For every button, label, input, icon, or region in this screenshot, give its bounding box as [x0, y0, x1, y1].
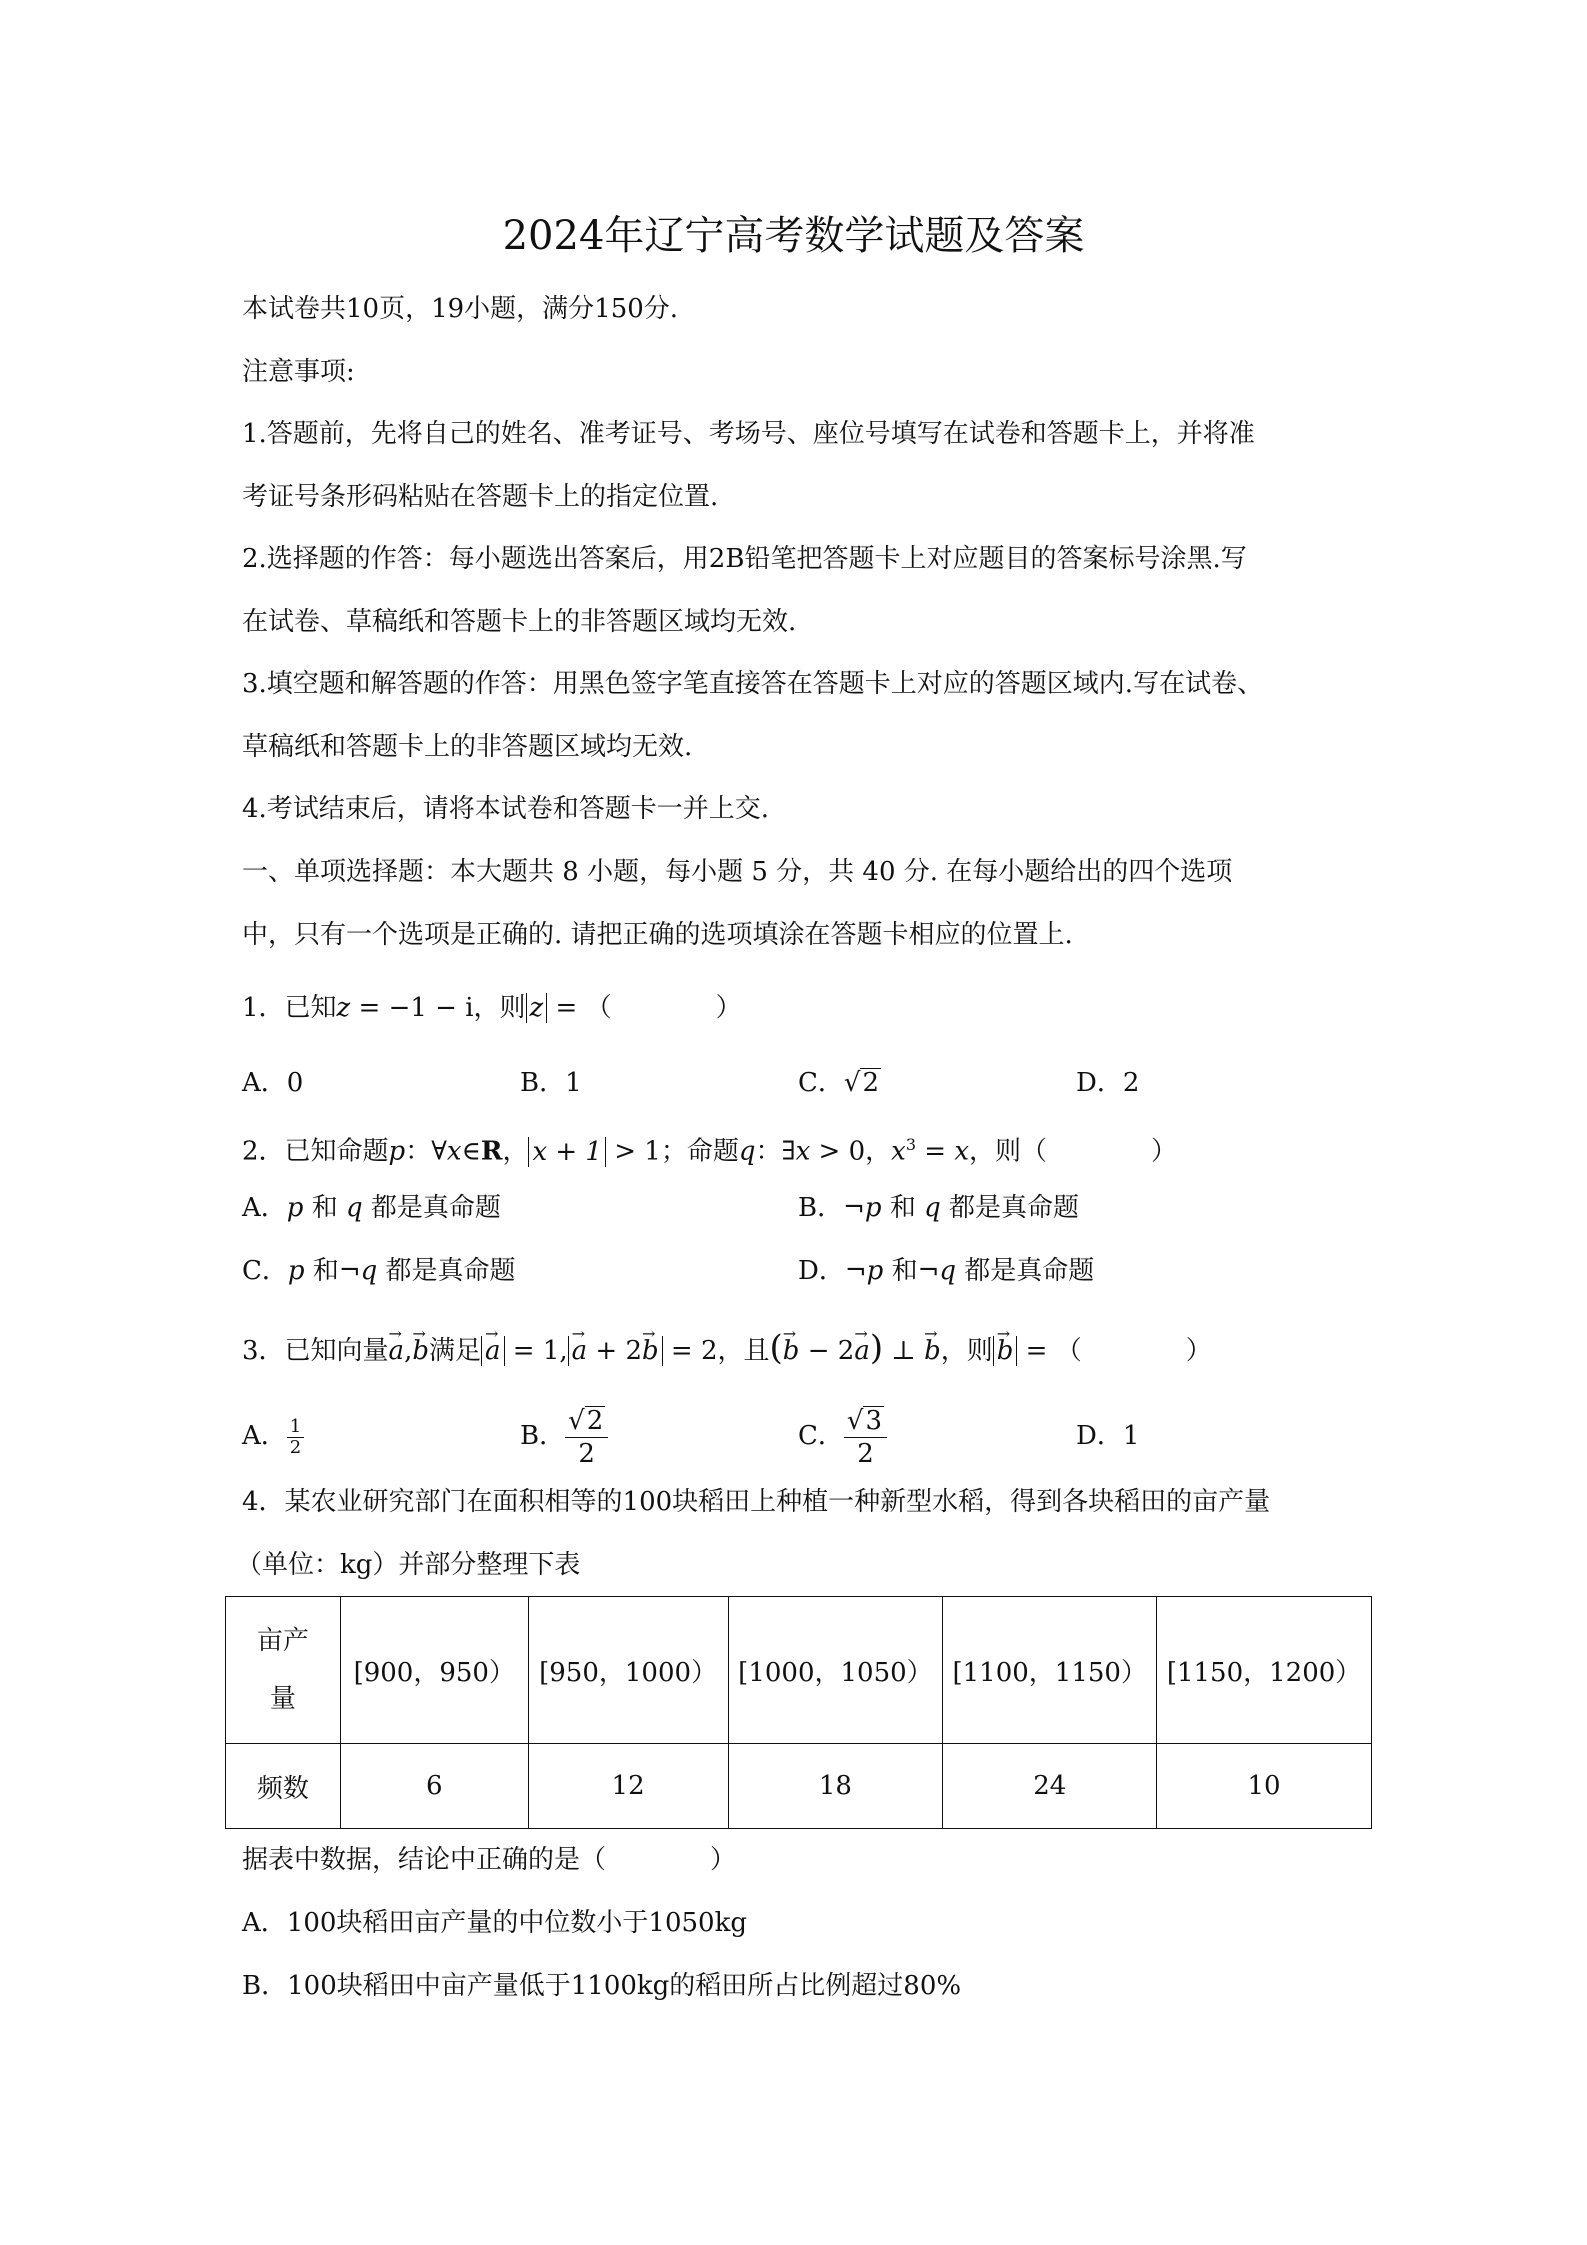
notes-heading: 注意事项: [242, 357, 355, 387]
denominator: 2 [857, 1438, 874, 1469]
option-label: D．¬ [798, 1256, 867, 1286]
sqrt-value: 2 [862, 1068, 880, 1098]
sqrt-value: 2 [586, 1405, 604, 1436]
header-label: 量 [269, 1684, 296, 1714]
q1-equation: = −1 − i [350, 993, 474, 1023]
note-line: 在试卷、草稿纸和答题卡上的非答题区域均无效. [242, 607, 797, 637]
range-cell: [1150，1200） [1157, 1597, 1372, 1744]
q4-option-a: A．100块稻田亩产量的中位数小于1050kg [242, 1908, 747, 1938]
var-z: z [336, 993, 351, 1023]
note-line: 3.填空题和解答题的作答：用黑色签字笔直接答在答题卡上对应的答题区域内.写在试卷、 [242, 669, 1264, 699]
option-label: B． [520, 1421, 566, 1451]
var-p: p [287, 1256, 305, 1286]
q1-suffix: = （ ） [547, 993, 742, 1023]
denominator: 2 [578, 1438, 595, 1469]
page-title: 2024年辽宁高考数学试题及答案 [502, 213, 1085, 259]
q3-text: = 2，且 [662, 1336, 770, 1366]
q2-text: ：∀ [405, 1136, 447, 1167]
table-row [226, 1744, 1372, 1829]
abs-z [526, 993, 548, 1023]
freq-cell: 6 [340, 1744, 528, 1829]
option-label: B．¬ [798, 1193, 865, 1223]
question-4-line: （单位：kg）并部分整理下表 [236, 1550, 581, 1580]
abs-vector-b [993, 1336, 1018, 1366]
q3-text: + 2 [587, 1336, 643, 1366]
fraction [565, 1405, 608, 1470]
note-line: 考证号条形码粘贴在答题卡上的指定位置. [242, 482, 719, 512]
option-label: A． [242, 1193, 287, 1223]
var-p: p [286, 1193, 304, 1223]
paren: ) [869, 1328, 884, 1368]
note-line: 草稿纸和答题卡上的非答题区域均无效. [242, 732, 693, 762]
q3-text: 满足 [428, 1336, 481, 1366]
q4-option-b: B．100块稻田中亩产量低于1100kg的稻田所占比例超过80% [242, 1971, 962, 2001]
range-cell: [1100，1150） [943, 1597, 1157, 1744]
option-text: 和¬ [891, 1256, 940, 1286]
option-text: 都是真命题 [370, 1193, 501, 1223]
var-p: p [388, 1136, 406, 1167]
header-label: 亩产 [256, 1626, 309, 1656]
vector-a: → a [389, 1331, 405, 1371]
note-line: 1.答题前，先将自己的姓名、准考证号、考场号、座位号填写在试卷和答题卡上，并将准 [242, 419, 1255, 449]
q1-option-a: A．0 [242, 1068, 304, 1098]
var-x: x [891, 1136, 906, 1167]
var-x: x [446, 1136, 462, 1167]
section-heading: 一、单项选择题：本大题共 8 小题，每小题 5 分，共 40 分. 在每小题给出的四个选项 [242, 857, 1233, 887]
q3-text: = （ ） [1017, 1336, 1212, 1366]
q3-text: − 2 [799, 1336, 855, 1366]
var-x: x [954, 1136, 969, 1167]
q3-option-d: D．1 [1076, 1421, 1140, 1451]
exponent: 3 [905, 1135, 916, 1154]
option-label: C． [242, 1256, 288, 1286]
section-heading: 中，只有一个选项是正确的. 请把正确的选项填涂在答题卡相应的位置上. [242, 920, 1073, 950]
var-q: q [939, 1256, 957, 1286]
option-text: 和 [311, 1193, 338, 1223]
paren: ( [769, 1328, 783, 1368]
q3-text: ，则 [940, 1336, 993, 1366]
var-q: q [360, 1256, 378, 1286]
question-2: 2．已知命题p：∀x∈R， x + 1 > 1；命题q：∃x > 0，$x^3 = x$，则（ ） [242, 1135, 1178, 1167]
var-z: z [529, 993, 544, 1023]
note-line: 2.选择题的作答：每小题选出答案后，用2B铅笔把答题卡上对应题目的答案标号涂黑.写 [242, 544, 1247, 574]
vector-b: → b [997, 1331, 1014, 1371]
abs-vector-a [481, 1336, 505, 1366]
freq-cell: 10 [1157, 1744, 1372, 1829]
in-symbol: ∈ [461, 1136, 481, 1167]
perp-symbol: ⊥ [883, 1336, 925, 1366]
q2-text: ：∃ [755, 1136, 796, 1167]
vector-a: → a [485, 1331, 501, 1371]
option-label: A． [242, 1421, 287, 1451]
option-text: 都是真命题 [385, 1256, 516, 1286]
q2-text: > 0， [810, 1136, 892, 1167]
fraction [844, 1405, 887, 1470]
q2-option-c [242, 1254, 516, 1288]
freq-cell: 12 [528, 1744, 728, 1829]
freq-label-cell: 频数 [226, 1744, 341, 1829]
var-p: p [866, 1256, 884, 1286]
q1-option-b: B．1 [520, 1068, 582, 1098]
var-x: x [795, 1136, 811, 1167]
q1-mid: ，则 [473, 993, 526, 1023]
var-q: q [345, 1193, 363, 1223]
q2-option-b [798, 1191, 1079, 1225]
denominator: 2 [289, 1436, 302, 1458]
numerator: √3 [844, 1405, 887, 1438]
question-1 [242, 991, 742, 1025]
q2-option-d [798, 1254, 1094, 1288]
option-text: 都是真命题 [949, 1193, 1080, 1223]
table-header-cell [226, 1597, 341, 1744]
q2-option-a [242, 1191, 501, 1225]
option-text: 和 [889, 1193, 916, 1223]
set-r: R [480, 1136, 503, 1167]
range-cell: [950，1000） [528, 1597, 728, 1744]
var-q: q [738, 1136, 756, 1167]
q3-text: = 1, [504, 1336, 568, 1366]
q1-option-d: D．2 [1076, 1068, 1140, 1098]
range-cell: [900，950） [340, 1597, 528, 1744]
intro-text: 本试卷共10页，19小题，满分150分. [242, 294, 679, 324]
numerator: √2 [565, 1405, 608, 1438]
q3-option-b [520, 1400, 608, 1472]
q1-option-c: C．√2 [798, 1068, 880, 1098]
q2-text: = [916, 1136, 955, 1167]
vector-a: → a [572, 1331, 588, 1371]
var-q: q [924, 1193, 941, 1223]
option-label: C． [798, 1068, 844, 1098]
abs-content: x + 1 [532, 1136, 602, 1167]
vector-b: → b [924, 1331, 941, 1371]
sqrt-value: 3 [865, 1405, 883, 1436]
vector-a: → a [854, 1331, 870, 1371]
freq-cell: 18 [728, 1744, 943, 1829]
q3-prefix: 3．已知向量 [242, 1336, 389, 1366]
q2-text: > 1；命题 [605, 1136, 739, 1167]
vector-b: → b [783, 1331, 800, 1371]
var-p: p [864, 1193, 882, 1223]
abs-x-plus-1 [528, 1137, 606, 1167]
vector-b: → b [642, 1331, 659, 1371]
q2-prefix: 2．已知命题 [242, 1136, 389, 1167]
freq-cell: 24 [943, 1744, 1157, 1829]
vector-b: → b [412, 1331, 429, 1371]
numerator: 1 [287, 1417, 304, 1438]
fraction [287, 1417, 304, 1458]
option-text: 都是真命题 [964, 1256, 1095, 1286]
option-text: 和¬ [312, 1256, 361, 1286]
q3-option-a [242, 1412, 304, 1460]
abs-a-plus-2b [568, 1336, 663, 1366]
note-line: 4.考试结束后，请将本试卷和答题卡一并上交. [242, 794, 770, 824]
range-cell: [1000，1050） [728, 1597, 943, 1744]
q3-option-c [798, 1400, 887, 1472]
q3-text: , [404, 1336, 413, 1366]
q2-text: ，则（ ） [969, 1136, 1178, 1167]
table-row [226, 1597, 1372, 1744]
yield-table [225, 1596, 1372, 1829]
question-3 [242, 1328, 1212, 1371]
option-label: C． [798, 1421, 844, 1451]
q4-question: 据表中数据，结论中正确的是（ ） [242, 1845, 737, 1875]
q1-prefix: 1．已知 [242, 993, 337, 1023]
question-4-line: 4．某农业研究部门在面积相等的100块稻田上种植一种新型水稻，得到各块稻田的亩产量 [242, 1487, 1271, 1517]
